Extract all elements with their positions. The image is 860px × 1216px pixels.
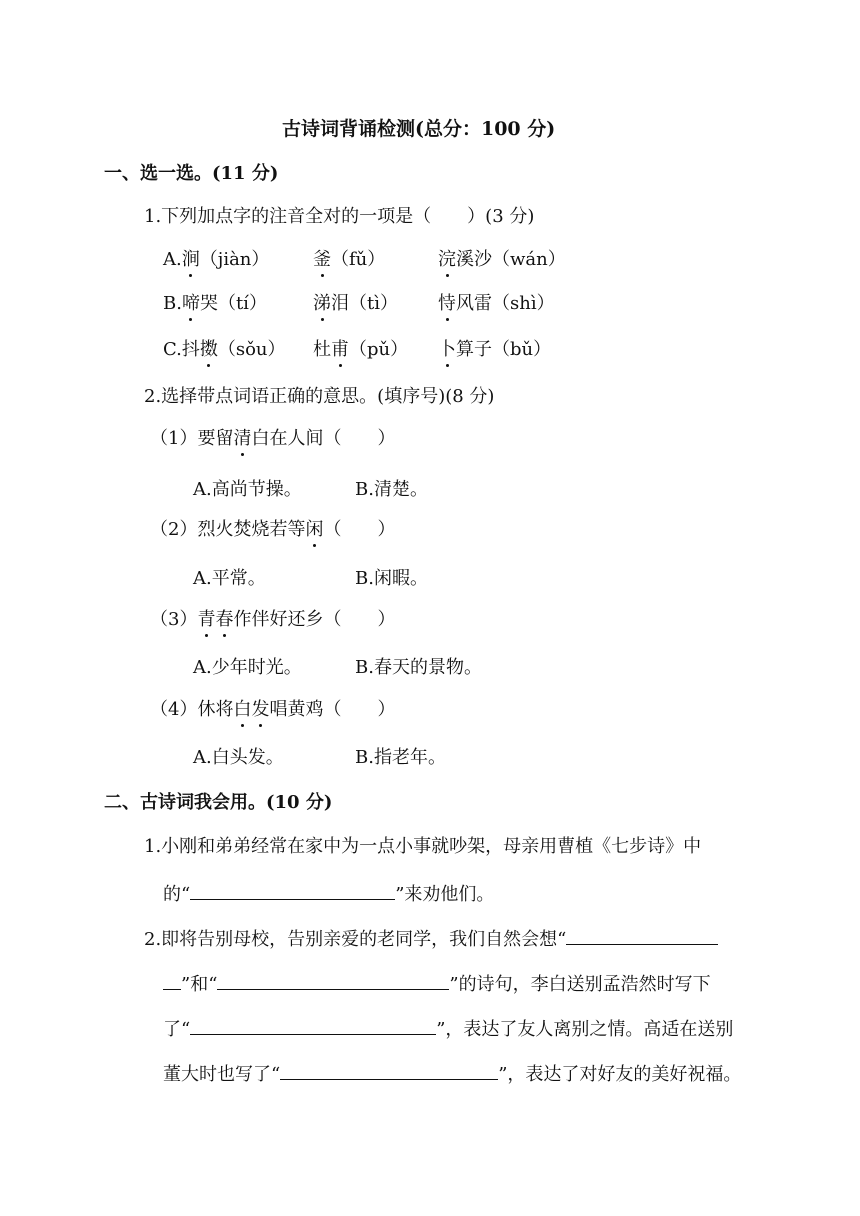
text: 白 [251,428,270,449]
text: ”，表达了友人离别之情。高适在送别 [436,1019,734,1040]
dotted-char: 闲 [305,519,324,540]
option-a-row [163,248,269,272]
pinyin: 溪沙（wán） [456,249,566,270]
pinyin: 哭（tí） [199,293,267,314]
text: （3） [150,609,198,630]
s2-q1-line-1: 1.小刚和弟弟经常在家中为一点小事就吵架，母亲用曹植《七步诗》中 [144,836,702,857]
question-2-stem: 2.选择带点词语正确的意思。(填序号)(8 分) [144,386,495,407]
dotted-char: 涕 [313,293,331,314]
text: （4）休将 [150,699,234,720]
option-b-item-2 [313,292,398,316]
sub-3-option-b: B.春天的景物。 [355,657,482,678]
dotted-char: 釜 [313,249,331,270]
answer-blank[interactable] [566,926,718,945]
text: （ ） [323,519,396,540]
dotted-char: 青 [197,609,216,630]
text: 在人间（ ） [269,428,396,449]
sub-2-option-b: B.闲暇。 [355,568,428,589]
sub-1-option-a: A.高尚节操。 [193,479,302,500]
text: 2.即将告别母校，告别亲爱的老同学，我们自然会想“ [144,929,567,950]
plain-char: 杜 [313,339,331,360]
pinyin: 风雷（shì） [456,293,555,314]
text: ”，表达了对好友的美好祝福。 [498,1064,742,1085]
text: ”和“ [181,974,218,995]
option-c-row [163,338,286,362]
text: （1）要留 [150,428,234,449]
text: 了“ [163,1019,191,1040]
option-a-item-2 [313,248,385,272]
sub-4-option-b: B.指老年。 [355,747,446,768]
dotted-char: 白 [233,699,252,720]
text: 董大时也写了“ [163,1064,281,1085]
option-a-item-3 [438,248,566,272]
dotted-char: 清 [233,428,252,449]
text: 等 [287,519,306,540]
pinyin: （sǒu） [217,339,286,360]
answer-blank-continued[interactable] [163,971,181,990]
section-2-heading: 二、古诗词我会用。(10 分) [104,792,333,813]
dotted-char: 卜 [438,339,456,360]
option-label: C.抖 [163,339,200,360]
answer-blank[interactable] [280,1061,498,1080]
option-c-item-3 [438,338,551,362]
text: ”来劝他们。 [395,884,495,905]
question-1-stem: 1.下列加点字的注音全对的一项是（ ）(3 分) [144,206,535,227]
s2-q2-line-1 [144,926,718,952]
text: 的“ [163,884,191,905]
s2-q2-line-2 [163,971,711,997]
sub-question-2 [150,518,395,542]
dotted-char: 发 [251,699,270,720]
sub-question-1 [150,427,395,451]
pinyin: （jiàn） [199,249,270,270]
pinyin: 泪（tì） [331,293,398,314]
option-b-item-3 [438,292,555,316]
sub-4-option-a: A.白头发。 [193,747,284,768]
pinyin: （fǔ） [331,249,386,270]
s2-q2-line-3 [163,1016,733,1042]
option-b-row [163,292,267,316]
dotted-char: 涧 [181,249,200,270]
option-label: A. [163,249,182,270]
dotted-char: 春 [215,609,234,630]
sub-1-option-b: B.清楚。 [355,479,428,500]
s2-q1-line-2 [163,881,494,907]
sub-3-option-a: A.少年时光。 [193,657,302,678]
answer-blank[interactable] [217,971,449,990]
dotted-char: 浣 [438,249,456,270]
page-title: 古诗词背诵检测(总分：100 分) [282,118,556,140]
sub-2-option-a: A.平常。 [193,568,266,589]
answer-blank[interactable] [190,1016,436,1035]
section-1-heading: 一、选一选。(11 分) [104,163,279,184]
answer-blank[interactable] [190,881,395,900]
sub-question-3 [150,608,395,632]
pinyin: 算子（bǔ） [456,339,552,360]
dotted-char: 擞 [199,339,218,360]
text: （2）烈火焚烧若 [150,519,288,540]
dotted-char: 甫 [331,339,349,360]
dotted-char: 恃 [438,293,456,314]
dotted-char: 啼 [181,293,200,314]
option-label: B. [163,293,182,314]
text: 作伴好还乡（ ） [233,609,396,630]
text: ”的诗句，李白送别孟浩然时写下 [449,974,711,995]
pinyin: （pǔ） [349,339,409,360]
sub-question-4 [150,698,395,722]
s2-q2-line-4 [163,1061,741,1087]
text: 唱黄鸡（ ） [269,699,396,720]
option-c-item-2 [313,338,408,362]
